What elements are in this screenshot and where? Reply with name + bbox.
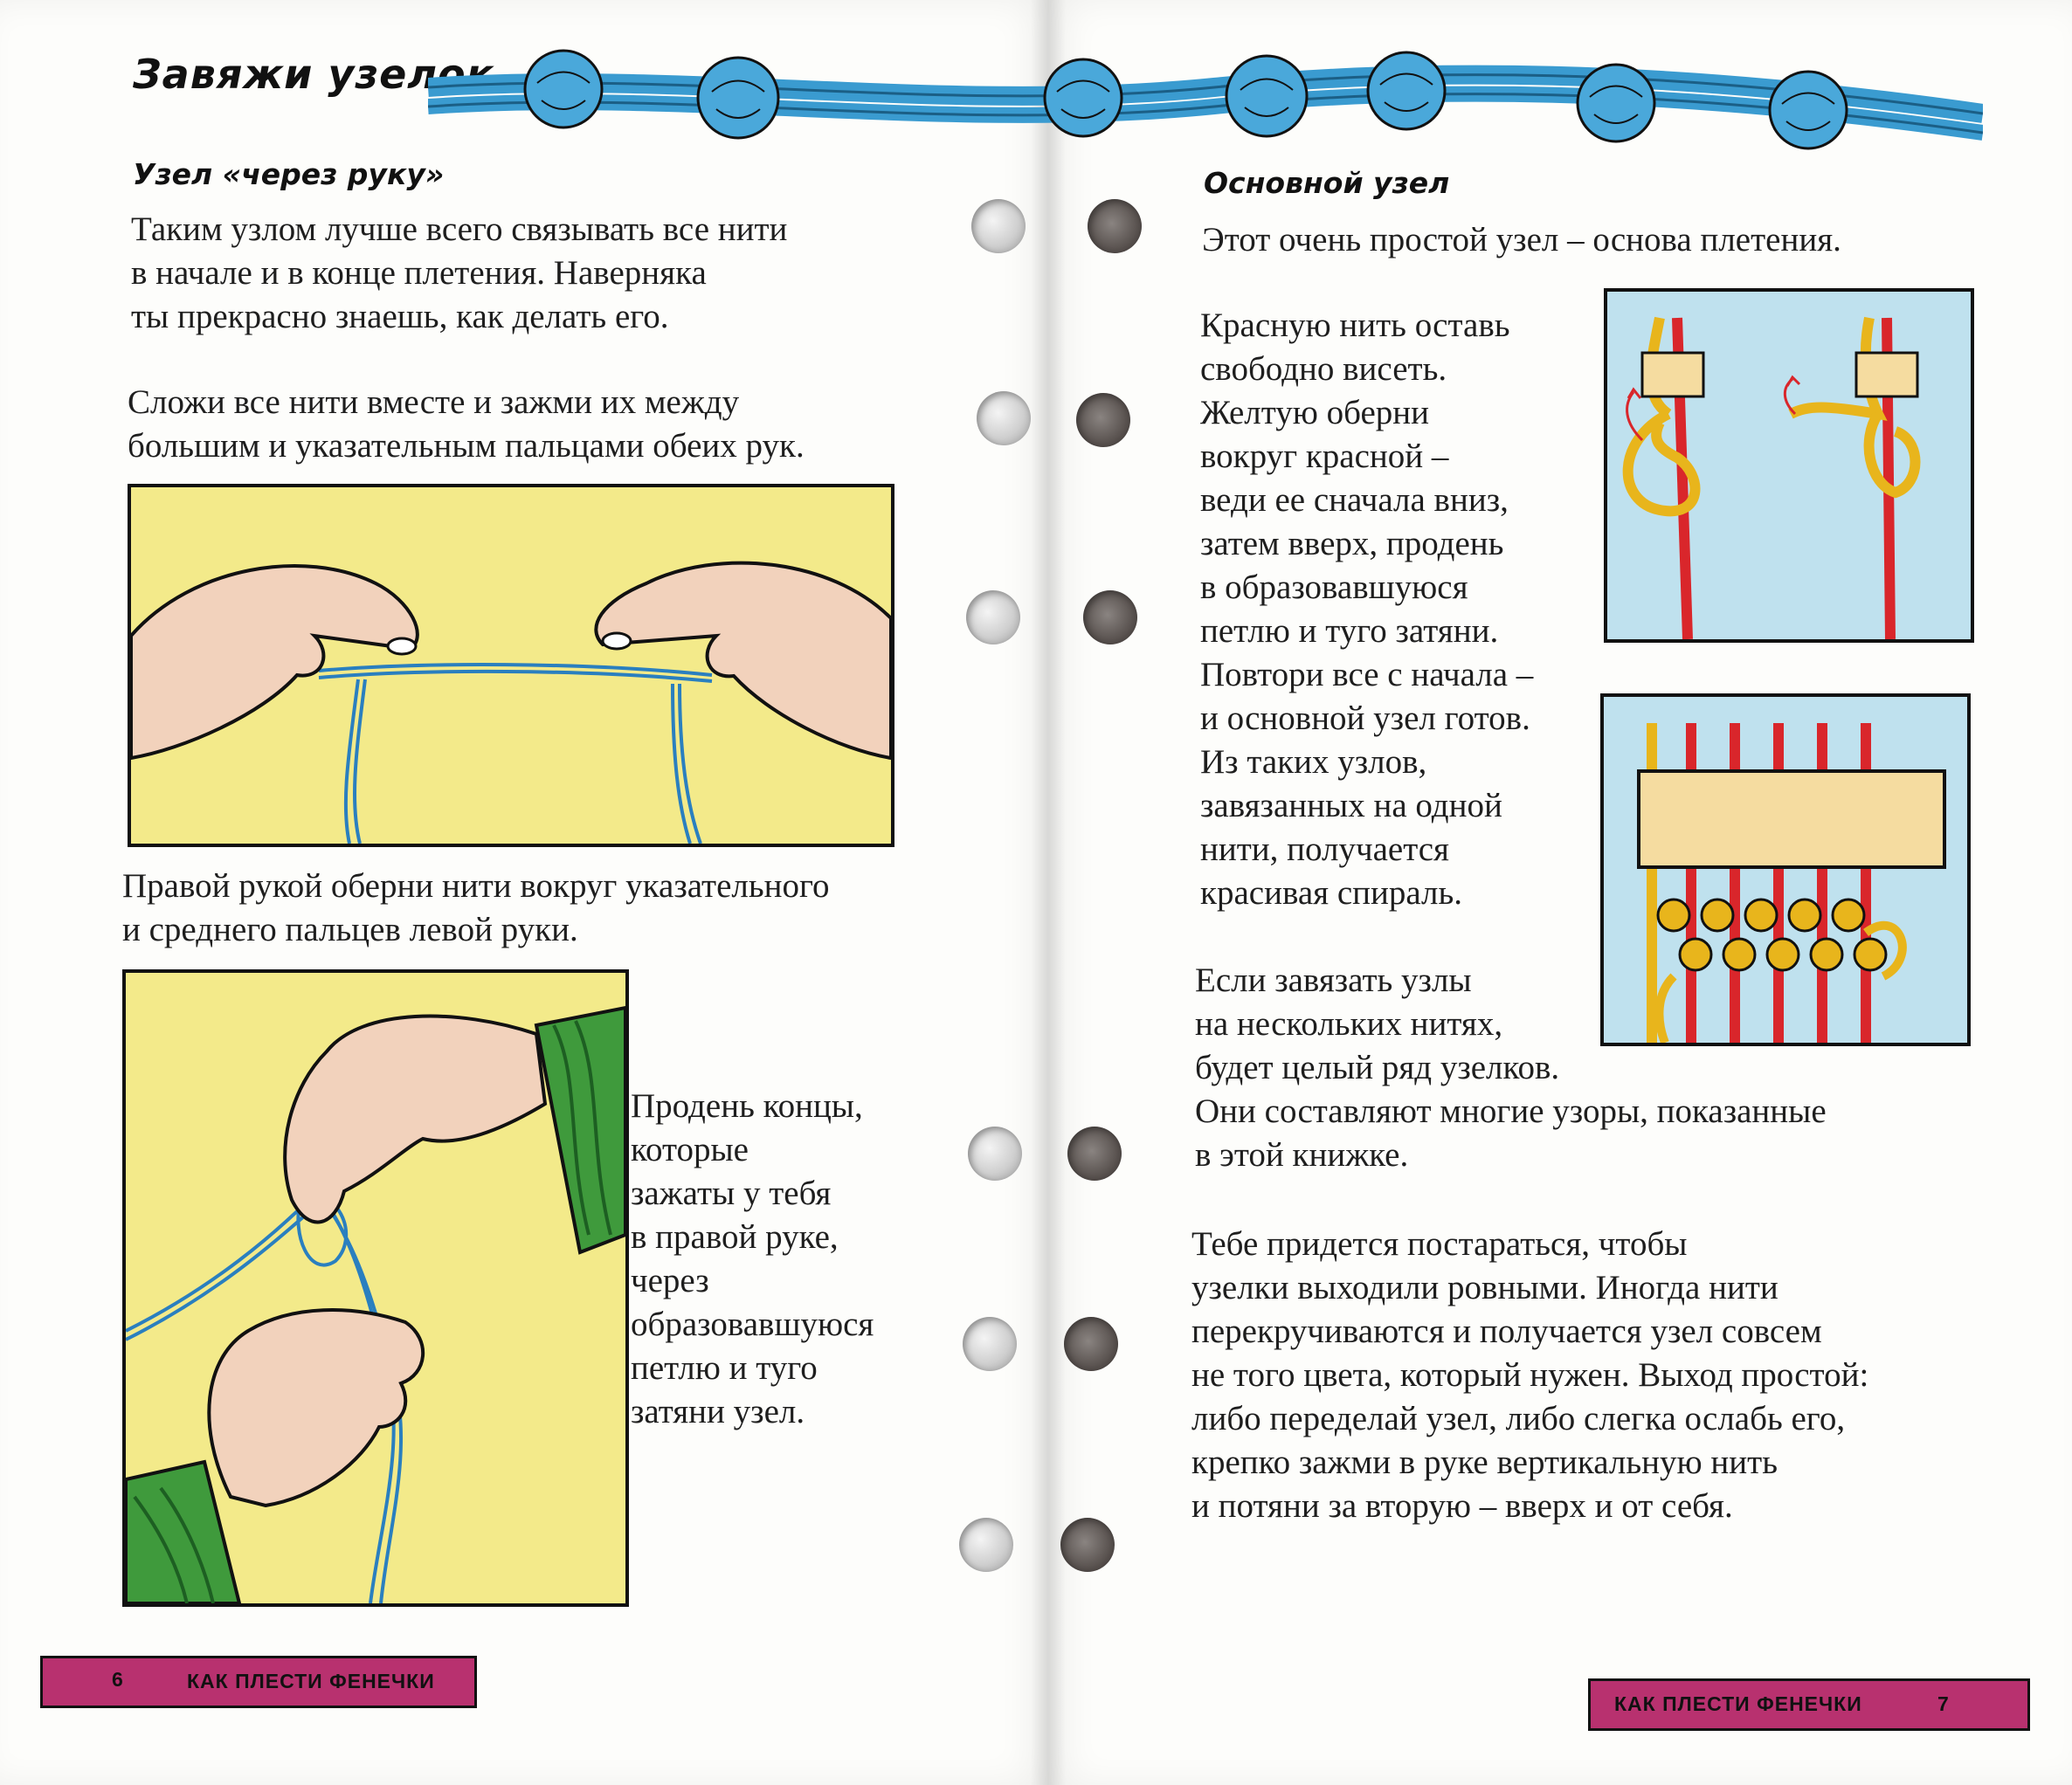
binder-hole: [971, 199, 1026, 253]
step1-text: Сложи все нити вместе и зажми их между большим и указательным пальцами обеих рук.: [128, 383, 805, 465]
binder-hole: [1067, 1127, 1122, 1181]
binder-hole: [1060, 1518, 1115, 1572]
footer-label-left: КАК ПЛЕСТИ ФЕНЕЧКИ: [187, 1670, 435, 1692]
binder-hole: [977, 391, 1031, 445]
binder-hole: [966, 590, 1020, 644]
illustration-hands-holding-threads: [128, 484, 894, 847]
basic-knot-steps: Красную нить оставь свободно висеть. Желтую оберни вокруг красной – веди ее сначала вниз, затем вверх, продень в образовавшуюся петлю и туго затяни. Повтори все с начала – и основной узел готов. Из таких узлов, завязанных на одной нити, получается красивая спираль.: [1200, 307, 1534, 912]
binder-hole: [968, 1127, 1022, 1181]
page-number-right: 7: [1937, 1692, 1950, 1715]
binder-hole: [1083, 590, 1137, 644]
binder-hole: [963, 1317, 1017, 1371]
footer-label-right: КАК ПЛЕСТИ ФЕНЕЧКИ: [1614, 1692, 1862, 1715]
knot-row-text: Если завязать узлы на нескольких нитях, будет целый ряд узелков. Они составляют многие узоры, показанные в этой книжке.: [1195, 961, 1827, 1174]
binder-hole: [1088, 199, 1142, 253]
binder-hole: [1064, 1317, 1118, 1371]
step2-text: Правой рукой оберни нити вокруг указательного и среднего пальцев левой руки.: [122, 867, 830, 948]
binder-hole: [959, 1518, 1013, 1572]
page-title: Завяжи узелок: [133, 51, 494, 98]
section-intro-text: Таким узлом лучше всего связывать все нити в начале и в конце плетения. Наверняка ты прекрасно знаешь, как делать его.: [131, 210, 788, 335]
step3-text: Продень концы, которые зажаты у тебя в правой руке, через образовавшуюся петлю и туго затяни узел.: [631, 1087, 874, 1430]
section-title-basic-knot: Основной узел: [1204, 166, 1450, 200]
binder-hole: [1076, 393, 1130, 447]
basic-knot-intro: Этот очень простой узел – основа плетения.: [1202, 221, 1841, 258]
tips-text: Тебе придется постараться, чтобы узелки выходили ровными. Иногда нити перекручиваются и получается узел совсем не того цвета, который нужен. Выход простой: либо переделай узел, либо слегка ослабь его, крепко зажми в руке вертикальную нить и потяни за вторую – вверх и от себя.: [1191, 1225, 1869, 1525]
illustration-knot-steps: [1604, 288, 1974, 643]
section-title-hand-knot: Узел «через руку»: [133, 157, 445, 191]
page-number-left: 6: [112, 1668, 124, 1691]
book-gutter: [1031, 0, 1066, 1785]
illustration-hands-tying-knot: [122, 969, 629, 1607]
knotted-rope-border: [428, 35, 1983, 166]
